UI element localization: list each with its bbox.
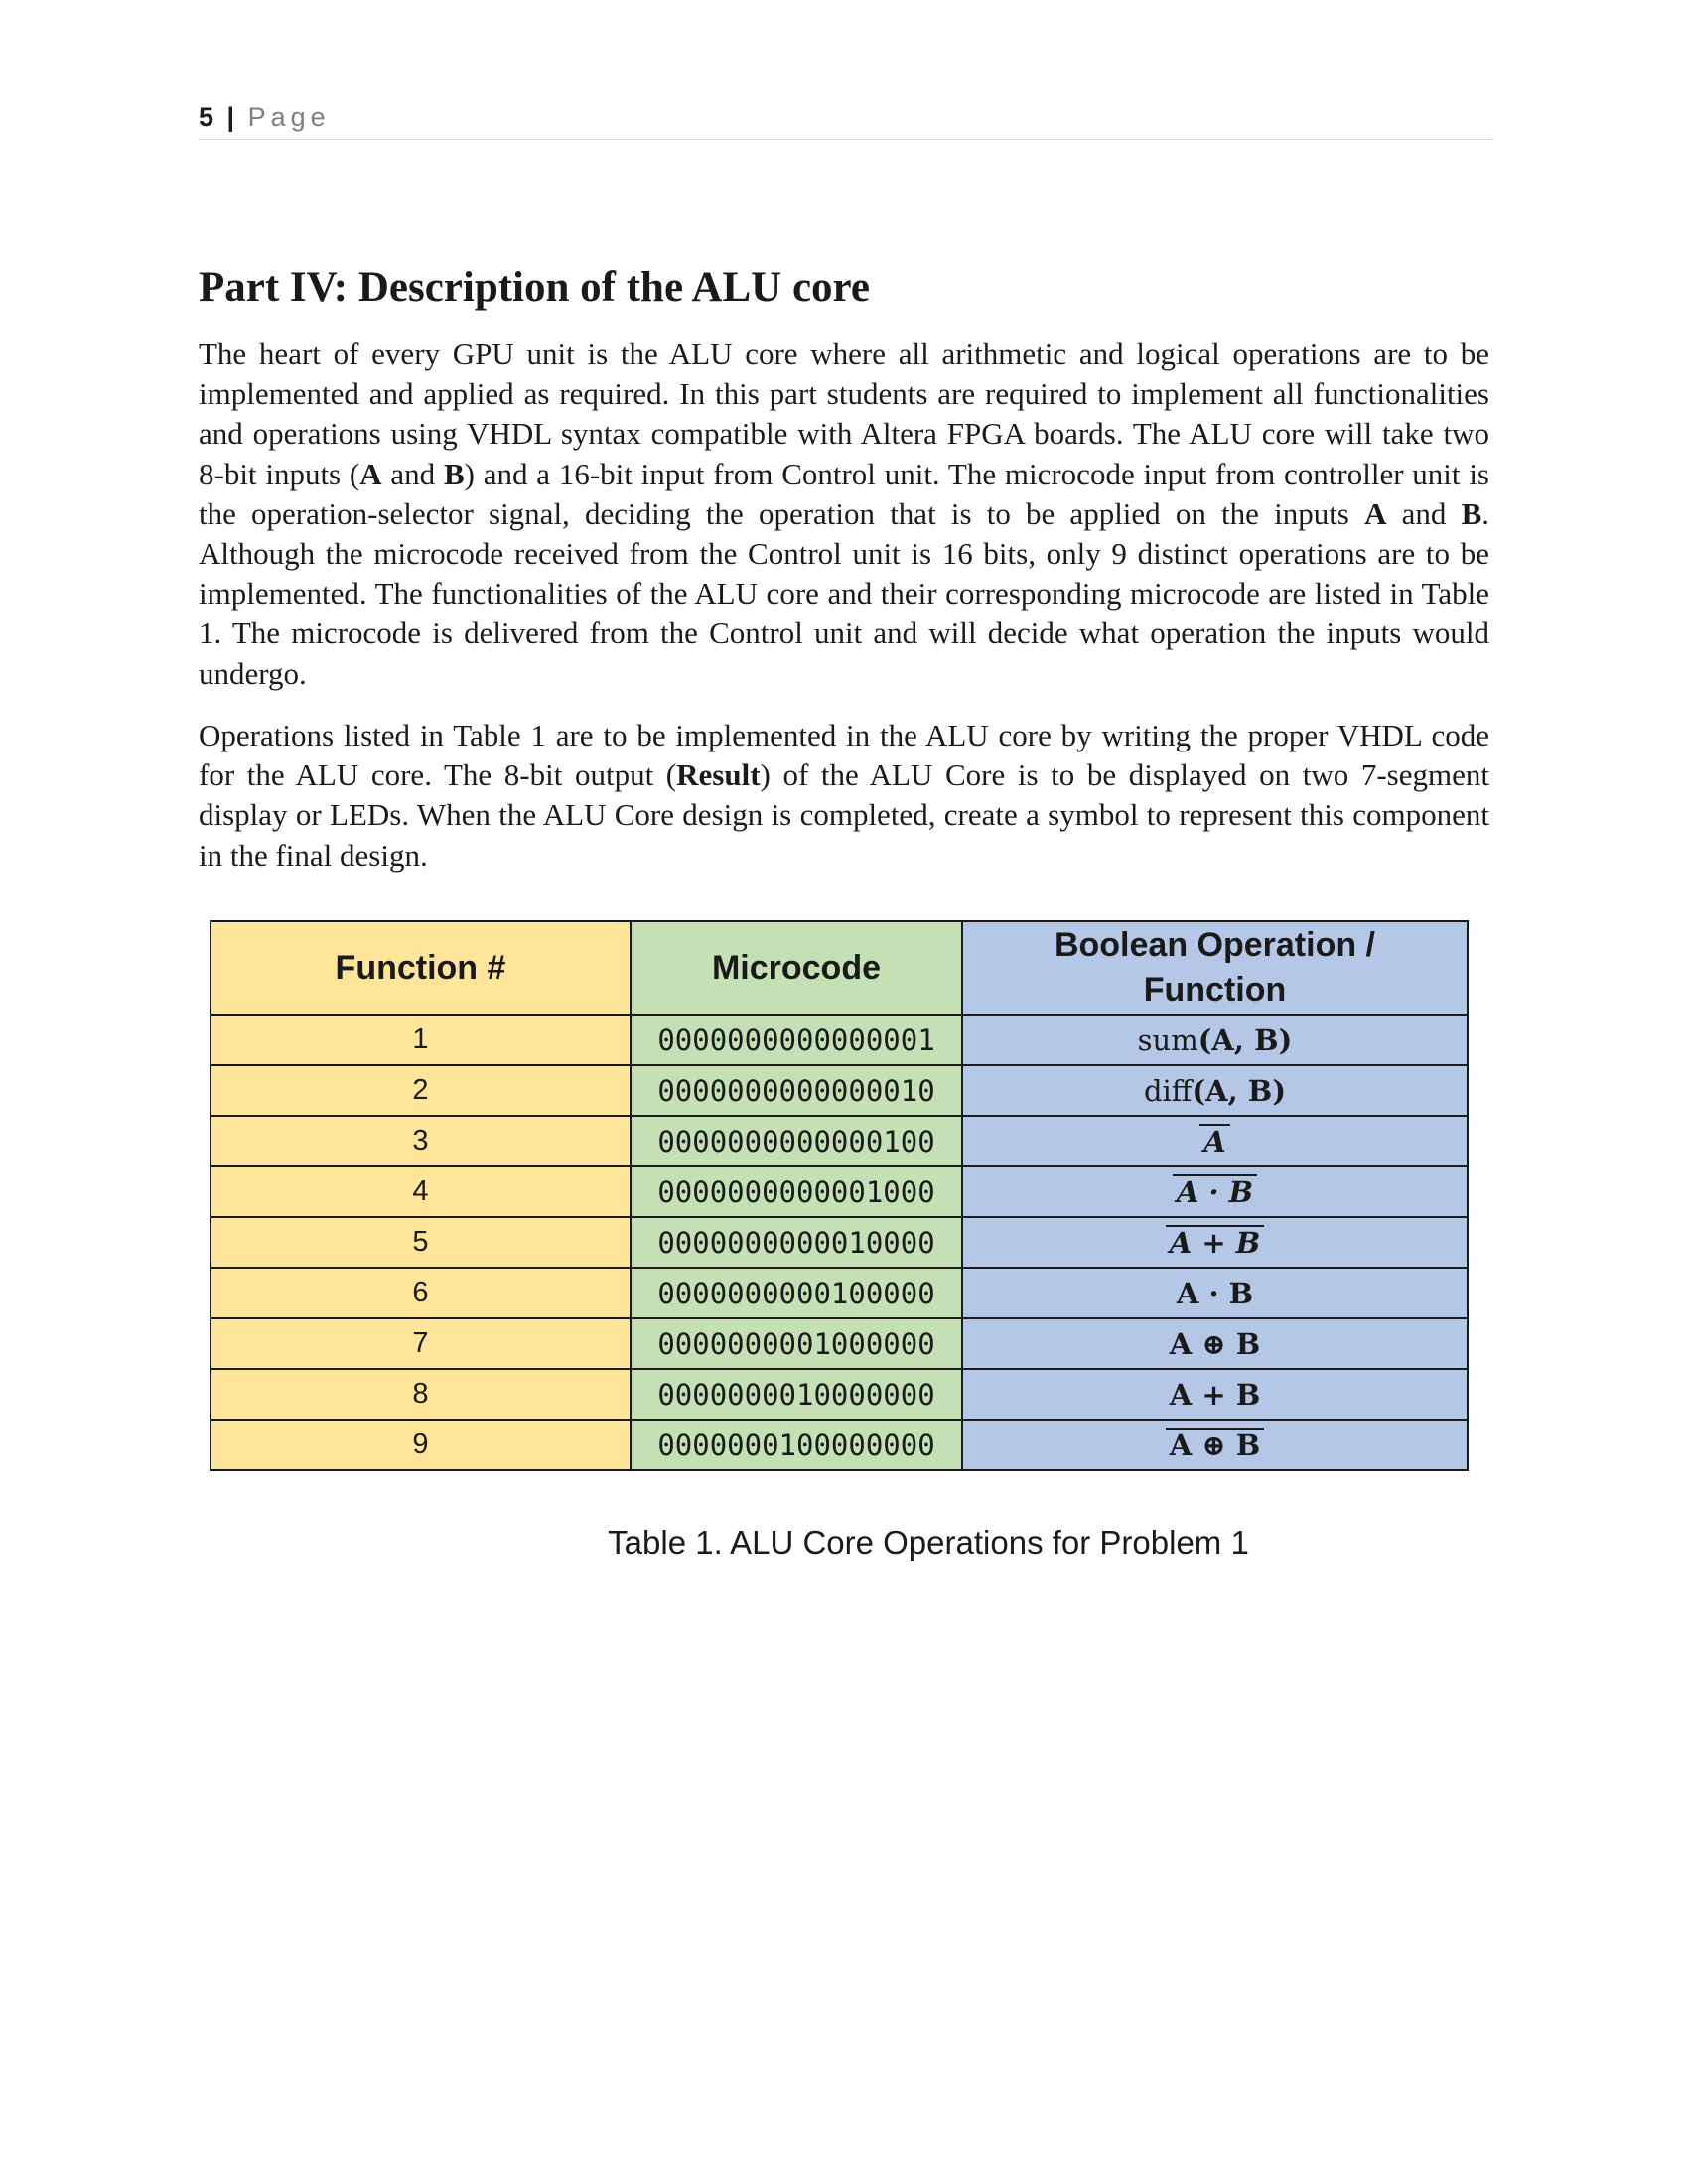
microcode-cell: 0000000000000100	[631, 1116, 962, 1166]
nand-expression: A · B	[1173, 1174, 1257, 1209]
operation-cell	[962, 1268, 1468, 1318]
function-number-cell: 7	[211, 1318, 631, 1369]
function-number-cell: 5	[211, 1217, 631, 1268]
operation-cell: diff(A, B)	[962, 1065, 1468, 1116]
table-row	[211, 1166, 1468, 1217]
and-expression: A · B	[1176, 1276, 1254, 1310]
not-a-expression: A	[1199, 1124, 1230, 1159]
paragraph-1: The heart of every GPU unit is the ALU core where all arithmetic and logical operations are to be implemented and applied as required. In this part students are required to implement all functionalities and operations using VHDL syntax compatible with Altera FPGA boards. The ALU core will take two 8-bit inputs (A and B) and a 16-bit input from Control unit. The microcode input from controller unit is the operation-selector signal, deciding the operation that is to be applied on the inputs A and B. Although the microcode received from the Control unit is 16 bits, only 9 distinct operations are to be implemented. The functionalities of the ALU core and their corresponding microcode are listed in Table 1. The microcode is delivered from the Control unit and will decide what operation the inputs would undergo.	[199, 337, 1490, 691]
or-expression: A + B	[1169, 1377, 1261, 1412]
microcode-cell: 0000000000010000	[631, 1217, 962, 1268]
header-function-number: Function #	[211, 921, 631, 1015]
table-row	[211, 1065, 1468, 1116]
table-header-row	[211, 921, 1468, 1015]
page-word: Page	[247, 102, 331, 132]
nor-expression: A + B	[1166, 1225, 1265, 1260]
operation-cell	[962, 1318, 1468, 1369]
header-separator: |	[226, 102, 235, 132]
function-number-cell: 8	[211, 1369, 631, 1420]
section-title: Part IV: Description of the ALU core	[199, 264, 870, 311]
operation-cell	[962, 1420, 1468, 1470]
function-number-cell: 4	[211, 1166, 631, 1217]
operation-cell	[962, 1217, 1468, 1268]
function-number-cell: 3	[211, 1116, 631, 1166]
operation-cell	[962, 1116, 1468, 1166]
microcode-cell: 0000000010000000	[631, 1369, 962, 1420]
microcode-cell: 0000000000000001	[631, 1015, 962, 1065]
table-row	[211, 1116, 1468, 1166]
function-number-cell: 1	[211, 1015, 631, 1065]
table-row	[211, 1369, 1468, 1420]
paragraph-2: Operations listed in Table 1 are to be implemented in the ALU core by writing the proper VHDL code for the ALU core. The 8-bit output (Result) of the ALU Core is to be displayed on two 7-segment display or LEDs. When the ALU Core design is completed, create a symbol to represent this component in the final design.	[199, 718, 1489, 873]
microcode-cell: 0000000000100000	[631, 1268, 962, 1318]
table-row	[211, 1318, 1468, 1369]
function-number-cell: 2	[211, 1065, 631, 1116]
table-row	[211, 1015, 1468, 1065]
header-microcode: Microcode	[631, 921, 962, 1015]
table-row	[211, 1420, 1468, 1470]
microcode-cell: 0000000000000010	[631, 1065, 962, 1116]
alu-operations-table	[210, 920, 1469, 1471]
xor-expression: A ⊕ B	[1169, 1326, 1261, 1361]
operation-cell: sum(A, B)	[962, 1015, 1468, 1065]
microcode-cell: 0000000001000000	[631, 1318, 962, 1369]
header-boolean-operation: Boolean Operation / Function	[962, 921, 1468, 1015]
microcode-cell: 0000000000001000	[631, 1166, 962, 1217]
function-number-cell: 6	[211, 1268, 631, 1318]
operation-cell	[962, 1369, 1468, 1420]
page-header	[199, 95, 1494, 140]
table-row	[211, 1217, 1468, 1268]
table-row	[211, 1268, 1468, 1318]
xnor-expression: A ⊕ B	[1166, 1428, 1265, 1462]
page-number: 5	[199, 102, 214, 132]
operation-cell	[962, 1166, 1468, 1217]
microcode-cell: 0000000100000000	[631, 1420, 962, 1470]
function-number-cell: 9	[211, 1420, 631, 1470]
table-caption: Table 1. ALU Core Operations for Problem 1	[608, 1524, 1249, 1561]
